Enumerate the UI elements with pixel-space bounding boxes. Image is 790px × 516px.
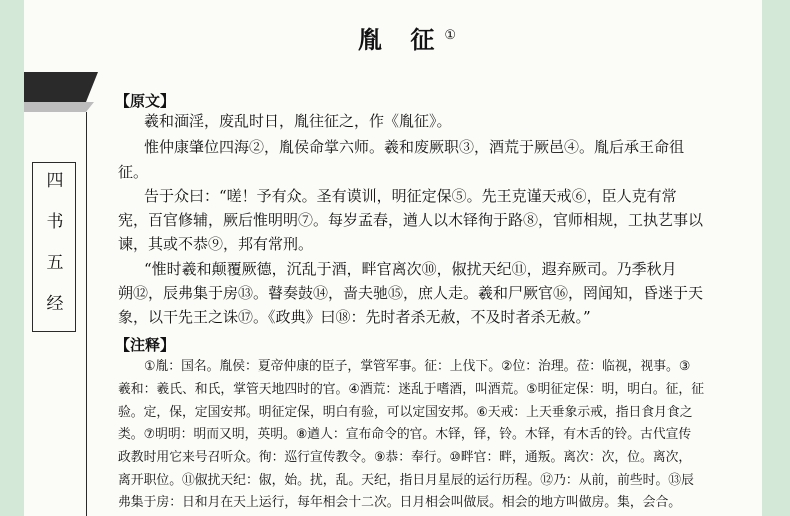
header-grey-band bbox=[24, 102, 86, 112]
original-text-heading: 【原文】 bbox=[115, 92, 176, 110]
annotation-line: 政教时用它来号召听众。徇：巡行宣传教令。⑨恭：奉行。⑩畔官：畔，通叛。离次：次，位。离次， bbox=[118, 450, 692, 465]
annotation-line: 弗集于房：日和月在天上运行，每年相会十二次。日月相会叫做辰。相会的地方叫做房。集，会合。 bbox=[118, 495, 682, 510]
annotation-line: 离开职位。⑪俶扰天纪：俶，始。扰，乱。天纪，指日月星辰的运行历程。⑫乃：从前，前些时。⑬辰 bbox=[118, 473, 694, 488]
side-tab-char: 五 bbox=[46, 253, 64, 273]
chapter-title bbox=[358, 20, 456, 55]
annotation-line: 类。⑦明明：明而又明，英明。⑧遒人：宣布命令的官。木铎，铎，铃。木铎，有木舌的铃。古代宣传 bbox=[118, 427, 692, 442]
original-text-line: 告于众曰：“嗟！予有众。圣有谟训，明征定保⑤。先王克谨天戒⑥，臣人克有常 bbox=[144, 187, 677, 205]
chapter-title-note-marker: ① bbox=[444, 28, 457, 43]
original-text-line: 惟仲康肇位四海②，胤侯命掌六师。羲和废厥职③，酒荒于厥邑④。胤后承王命徂 bbox=[144, 138, 685, 156]
original-text-line: 象，以干先王之诛⑰。《政典》曰⑱：先时者杀无赦，不及时者杀无赦。” bbox=[118, 308, 591, 326]
header-black-wedge bbox=[86, 72, 98, 102]
side-tab-char: 经 bbox=[46, 294, 64, 314]
header-grey-wedge bbox=[86, 102, 94, 112]
header-black-band bbox=[24, 72, 86, 102]
original-text-line: 征。 bbox=[118, 163, 149, 181]
annotation-line: 羲和：羲氏、和氏，掌管天地四时的官。④酒荒：迷乱于嗜酒，叫酒荒。⑤明征定保：明，明白。征，征 bbox=[118, 382, 705, 397]
side-tab-char: 书 bbox=[46, 212, 64, 232]
annotation-line: 验。定，保，定国安邦。明征定保，明白有验，可以定国安邦。⑥天戒：上天垂象示戒，指日食月食之 bbox=[118, 405, 693, 420]
original-text-line: 朔⑫，辰弗集于房⑬。瞽奏鼓⑭，啬夫驰⑮，庶人走。羲和尸厥官⑯，罔闻知，昏迷于天 bbox=[118, 284, 704, 302]
margin-rule bbox=[86, 112, 87, 516]
side-tab-char: 四 bbox=[46, 171, 64, 191]
left-background-border bbox=[0, 0, 24, 516]
original-text-line: 谏，其或不恭⑨，邦有常刑。 bbox=[118, 235, 314, 253]
right-background-border bbox=[762, 0, 790, 516]
original-text-line: 宪，百官修辅，厥后惟明明⑦。每岁孟春，遒人以木铎徇于路⑧，官师相规，工执艺事以 bbox=[118, 211, 704, 229]
original-text-line: “惟时羲和颠覆厥德，沉乱于酒，畔官离次⑩，俶扰天纪⑪，遐弃厥司。乃季秋月 bbox=[144, 260, 677, 278]
original-text-line: 羲和湎淫，废乱时日，胤往征之，作《胤征》。 bbox=[144, 112, 452, 130]
chapter-title-text: 胤 征 bbox=[358, 25, 445, 54]
side-section-tab bbox=[32, 162, 76, 332]
annotation-line: ①胤：国名。胤侯：夏帝仲康的臣子，掌管军事。征：上伐下。②位：治理。莅：临视，视事。③ bbox=[144, 359, 691, 374]
annotation-heading: 【注释】 bbox=[115, 336, 176, 354]
